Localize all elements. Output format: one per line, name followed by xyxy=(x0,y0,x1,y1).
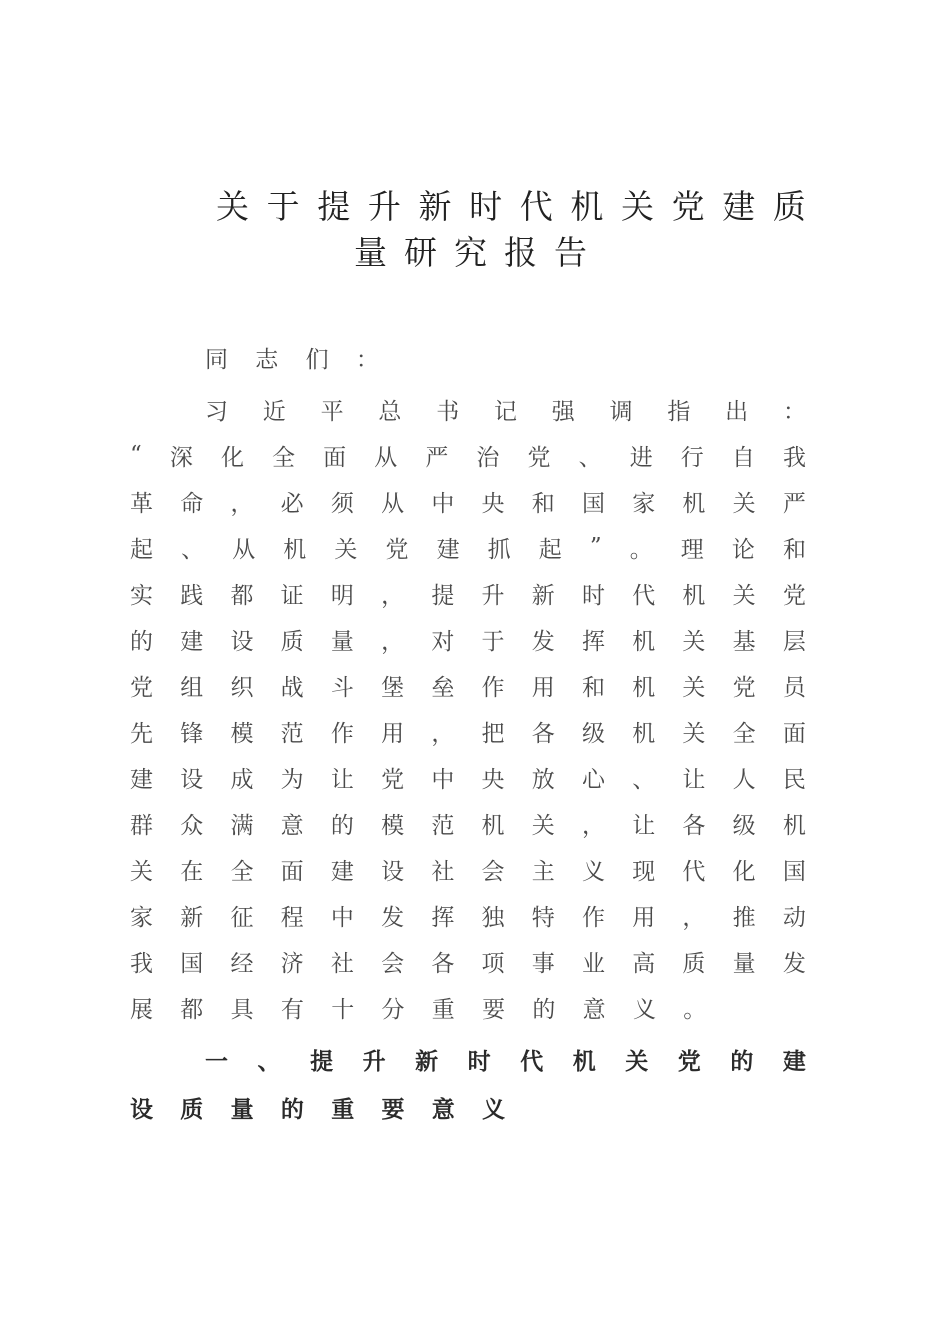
text-char: 垒 xyxy=(431,674,455,701)
text-char: 央 xyxy=(481,766,505,793)
text-char: 锋 xyxy=(180,720,204,747)
text-char: 关 xyxy=(531,812,555,839)
text-char: 关 xyxy=(682,674,706,701)
text-char: 严 xyxy=(782,490,806,517)
text-char: 的 xyxy=(280,1095,304,1123)
text-char: 于 xyxy=(266,187,300,226)
text-char: 关 xyxy=(621,187,654,226)
text-char: 分 xyxy=(381,996,405,1023)
text-char: 代 xyxy=(682,858,706,885)
text-char: 级 xyxy=(732,812,756,839)
paragraph-line xyxy=(130,754,806,800)
document-title-line-1 xyxy=(130,184,806,230)
text-char: 的 xyxy=(532,996,556,1023)
section-heading-line-1 xyxy=(205,1036,806,1082)
text-char: 发 xyxy=(782,950,806,977)
text-char: 抓 xyxy=(487,536,511,563)
text-char: 现 xyxy=(632,858,656,885)
text-char: 模 xyxy=(230,720,254,747)
text-char: 必 xyxy=(280,490,304,517)
text-char: 提 xyxy=(431,582,455,609)
text-char: 家 xyxy=(130,904,153,931)
text-char: ： xyxy=(355,346,379,373)
text-char: 关 xyxy=(625,1047,649,1075)
text-char: 关 xyxy=(682,720,706,747)
text-char: 都 xyxy=(180,996,204,1023)
text-char: 提 xyxy=(310,1047,334,1075)
text-char: 重 xyxy=(431,996,455,1023)
text-char: 用 xyxy=(381,720,405,747)
text-char: 时 xyxy=(467,1047,491,1075)
text-char: 经 xyxy=(230,950,254,977)
paragraph-line xyxy=(130,800,806,846)
text-char: 推 xyxy=(732,904,756,931)
text-char: 党 xyxy=(381,766,405,793)
text-char: ， xyxy=(431,720,455,747)
text-char: 们 xyxy=(305,346,329,373)
text-char: 严 xyxy=(425,444,449,471)
text-char: 具 xyxy=(230,996,254,1023)
text-char: 社 xyxy=(330,950,354,977)
text-char: 面 xyxy=(782,720,806,747)
text-char: 建 xyxy=(722,187,756,226)
text-char: 十 xyxy=(331,996,355,1023)
text-char: 全 xyxy=(230,858,254,885)
text-char: 党 xyxy=(782,582,806,609)
paragraph-line xyxy=(130,478,806,524)
text-char: 独 xyxy=(481,904,505,931)
text-char: 我 xyxy=(782,444,806,471)
text-char: 家 xyxy=(632,490,656,517)
text-char: 、 xyxy=(578,444,602,471)
text-char: ， xyxy=(381,582,405,609)
text-char: 济 xyxy=(280,950,304,977)
text-char: 近 xyxy=(262,398,286,425)
text-char: 代 xyxy=(632,582,656,609)
text-char: 的 xyxy=(330,812,354,839)
text-char: 起 xyxy=(130,536,153,563)
text-char: 和 xyxy=(782,536,806,563)
text-char: 关 xyxy=(334,536,358,563)
text-char: 会 xyxy=(481,858,505,885)
text-char: 要 xyxy=(381,1095,405,1123)
text-char: 化 xyxy=(732,858,756,885)
text-char: 时 xyxy=(581,582,605,609)
text-char: 治 xyxy=(476,444,500,471)
text-char: 中 xyxy=(431,766,455,793)
text-char: 作 xyxy=(330,720,354,747)
text-char: 论 xyxy=(731,536,755,563)
text-char: 从 xyxy=(232,536,256,563)
text-char: 和 xyxy=(531,490,555,517)
text-char: 义 xyxy=(482,1095,506,1123)
text-char: 建 xyxy=(130,766,153,793)
text-char: 意 xyxy=(431,1095,455,1123)
document-title-line-2: 量研究报告 xyxy=(354,233,604,272)
text-char: 用 xyxy=(531,674,555,701)
text-char: 质 xyxy=(180,1095,204,1123)
text-char: 机 xyxy=(481,812,505,839)
paragraph-line xyxy=(205,386,806,432)
text-char: 关 xyxy=(732,582,756,609)
text-char: 面 xyxy=(280,858,304,885)
text-char: 须 xyxy=(330,490,354,517)
text-char: 关 xyxy=(732,490,756,517)
text-char: 革 xyxy=(130,490,153,517)
text-char: 各 xyxy=(682,812,706,839)
text-char: 有 xyxy=(280,996,304,1023)
text-char: 升 xyxy=(362,1047,386,1075)
text-char: 。 xyxy=(683,996,707,1023)
text-char: 新 xyxy=(415,1047,439,1075)
text-char: 机 xyxy=(283,536,307,563)
text-char: 强 xyxy=(551,398,575,425)
text-char: 中 xyxy=(330,904,354,931)
paragraph-line xyxy=(130,616,806,662)
text-char: 高 xyxy=(632,950,656,977)
text-char: 作 xyxy=(581,904,605,931)
text-char: 自 xyxy=(731,444,755,471)
text-char: 挥 xyxy=(581,628,605,655)
text-char: 在 xyxy=(180,858,204,885)
text-char: 党 xyxy=(671,187,705,226)
text-char: 设 xyxy=(230,628,254,655)
text-char: 、 xyxy=(181,536,205,563)
paragraph-line xyxy=(130,708,806,754)
text-char: 意 xyxy=(582,996,606,1023)
text-char: 建 xyxy=(180,628,204,655)
paragraph-line xyxy=(130,432,806,478)
text-char: 挥 xyxy=(431,904,455,931)
text-char: 化 xyxy=(220,444,244,471)
text-char: 发 xyxy=(381,904,405,931)
text-char: 命 xyxy=(180,490,204,517)
text-char: 会 xyxy=(381,950,405,977)
text-char: 特 xyxy=(531,904,555,931)
text-char: 全 xyxy=(732,720,756,747)
text-char: ， xyxy=(581,812,605,839)
text-char: “ xyxy=(130,442,142,468)
text-char: 都 xyxy=(230,582,254,609)
text-char: 总 xyxy=(378,398,402,425)
text-char: 的 xyxy=(730,1047,754,1075)
text-char: 明 xyxy=(330,582,354,609)
paragraph-line xyxy=(130,938,806,984)
text-char: 对 xyxy=(431,628,455,655)
text-char: 作 xyxy=(481,674,505,701)
text-char: ， xyxy=(230,490,254,517)
text-char: 于 xyxy=(481,628,505,655)
text-char: 书 xyxy=(436,398,460,425)
text-char: ， xyxy=(381,628,405,655)
text-char: 级 xyxy=(581,720,605,747)
text-char: 质 xyxy=(682,950,706,977)
text-char: 国 xyxy=(180,950,204,977)
text-char: 党 xyxy=(677,1047,701,1075)
text-char: 实 xyxy=(130,582,153,609)
text-char: 央 xyxy=(481,490,505,517)
text-char: 民 xyxy=(782,766,806,793)
text-char: 党 xyxy=(385,536,409,563)
text-char: 机 xyxy=(572,1047,596,1075)
text-char: 升 xyxy=(367,187,401,226)
text-char: 心 xyxy=(581,766,605,793)
text-char: 习 xyxy=(205,398,228,425)
text-char: 我 xyxy=(130,950,153,977)
text-char: 党 xyxy=(732,674,756,701)
salutation xyxy=(205,334,806,380)
text-char: 组 xyxy=(180,674,204,701)
text-char: 行 xyxy=(680,444,704,471)
text-char: 程 xyxy=(280,904,304,931)
text-char: 的 xyxy=(130,628,153,655)
text-char: 满 xyxy=(230,812,254,839)
text-char: 先 xyxy=(130,720,153,747)
text-char: 堡 xyxy=(381,674,405,701)
text-char: 质 xyxy=(280,628,304,655)
text-char: 员 xyxy=(782,674,806,701)
text-char: ” xyxy=(589,534,602,560)
text-char: 一 xyxy=(205,1047,228,1075)
text-char: 证 xyxy=(280,582,304,609)
text-char: 设 xyxy=(130,1095,153,1123)
text-char: 机 xyxy=(682,490,706,517)
text-char: 新 xyxy=(180,904,204,931)
text-char: 事 xyxy=(531,950,555,977)
text-char: 从 xyxy=(381,490,405,517)
text-char: 、 xyxy=(632,766,656,793)
text-char: 中 xyxy=(431,490,455,517)
text-char: 义 xyxy=(581,858,605,885)
paragraph-line-last xyxy=(130,984,806,1030)
text-char: 代 xyxy=(519,187,553,226)
text-char: ， xyxy=(682,904,706,931)
text-char: 进 xyxy=(629,444,653,471)
text-char: 让 xyxy=(632,812,656,839)
text-char: 、 xyxy=(257,1047,281,1075)
text-char: 机 xyxy=(782,812,806,839)
section-heading-line-2 xyxy=(130,1084,806,1130)
text-char: 量 xyxy=(732,950,756,977)
text-char: 深 xyxy=(169,444,193,471)
text-char: 征 xyxy=(230,904,254,931)
text-char: 重 xyxy=(331,1095,355,1123)
text-char: 众 xyxy=(180,812,204,839)
text-char: 基 xyxy=(732,628,756,655)
text-char: 升 xyxy=(481,582,505,609)
text-char: 践 xyxy=(180,582,204,609)
text-char: 志 xyxy=(255,346,279,373)
text-char: 全 xyxy=(272,444,296,471)
text-char: 设 xyxy=(381,858,405,885)
text-char: 意 xyxy=(280,812,304,839)
text-char: 指 xyxy=(667,398,691,425)
text-char: 党 xyxy=(130,674,153,701)
text-char: 范 xyxy=(280,720,304,747)
text-char: 要 xyxy=(482,996,506,1023)
text-char: 量 xyxy=(230,1095,254,1123)
text-char: 同 xyxy=(205,346,228,373)
text-char: 平 xyxy=(320,398,344,425)
text-char: 出 xyxy=(725,398,749,425)
text-char: 机 xyxy=(682,582,706,609)
paragraph-line xyxy=(130,570,806,616)
text-char: 提 xyxy=(317,187,351,226)
text-char: 记 xyxy=(493,398,517,425)
text-char: 从 xyxy=(374,444,398,471)
text-char: 建 xyxy=(330,858,354,885)
text-char: 新 xyxy=(418,187,452,226)
text-char: 和 xyxy=(581,674,605,701)
text-char: 业 xyxy=(581,950,605,977)
text-char: 新 xyxy=(531,582,555,609)
text-char: 织 xyxy=(230,674,254,701)
text-char: 党 xyxy=(527,444,551,471)
text-char: 人 xyxy=(732,766,756,793)
text-char: 代 xyxy=(520,1047,544,1075)
text-char: 群 xyxy=(130,812,153,839)
text-char: 设 xyxy=(180,766,204,793)
text-char: 理 xyxy=(680,536,704,563)
text-char: 调 xyxy=(609,398,633,425)
paragraph-line xyxy=(130,524,806,570)
text-char: 量 xyxy=(330,628,354,655)
text-char: 义 xyxy=(632,996,656,1023)
text-char: 建 xyxy=(782,1047,806,1075)
text-char: 成 xyxy=(230,766,254,793)
text-char: 质 xyxy=(772,187,806,226)
text-char: 斗 xyxy=(330,674,354,701)
paragraph-line xyxy=(130,662,806,708)
text-char: 机 xyxy=(632,628,656,655)
text-char: 用 xyxy=(632,904,656,931)
text-char: 国 xyxy=(581,490,605,517)
paragraph-line xyxy=(130,846,806,892)
text-char: 为 xyxy=(280,766,304,793)
text-char: 社 xyxy=(431,858,455,885)
text-char: 面 xyxy=(323,444,347,471)
text-char: 发 xyxy=(531,628,555,655)
text-char: 时 xyxy=(469,187,503,226)
text-char: 关 xyxy=(216,187,249,226)
text-char: 范 xyxy=(431,812,455,839)
text-char: 各 xyxy=(531,720,555,747)
text-char: 让 xyxy=(682,766,706,793)
text-char: 战 xyxy=(280,674,304,701)
text-char: 机 xyxy=(632,674,656,701)
text-char: 把 xyxy=(481,720,505,747)
text-char: 层 xyxy=(782,628,806,655)
paragraph-line xyxy=(130,892,806,938)
text-char: 模 xyxy=(381,812,405,839)
text-char: 动 xyxy=(782,904,806,931)
text-char: 各 xyxy=(431,950,455,977)
text-char: 关 xyxy=(682,628,706,655)
text-char: 国 xyxy=(782,858,806,885)
text-char: 放 xyxy=(531,766,555,793)
text-char: 起 xyxy=(538,536,562,563)
text-char: 机 xyxy=(632,720,656,747)
text-char: 项 xyxy=(481,950,505,977)
text-char: 建 xyxy=(436,536,460,563)
text-char: 。 xyxy=(629,536,653,563)
text-char: 主 xyxy=(531,858,555,885)
text-char: 让 xyxy=(330,766,354,793)
text-char: ： xyxy=(782,398,806,425)
text-char: 关 xyxy=(130,858,153,885)
text-char: 展 xyxy=(130,996,153,1023)
text-char: 机 xyxy=(570,187,604,226)
